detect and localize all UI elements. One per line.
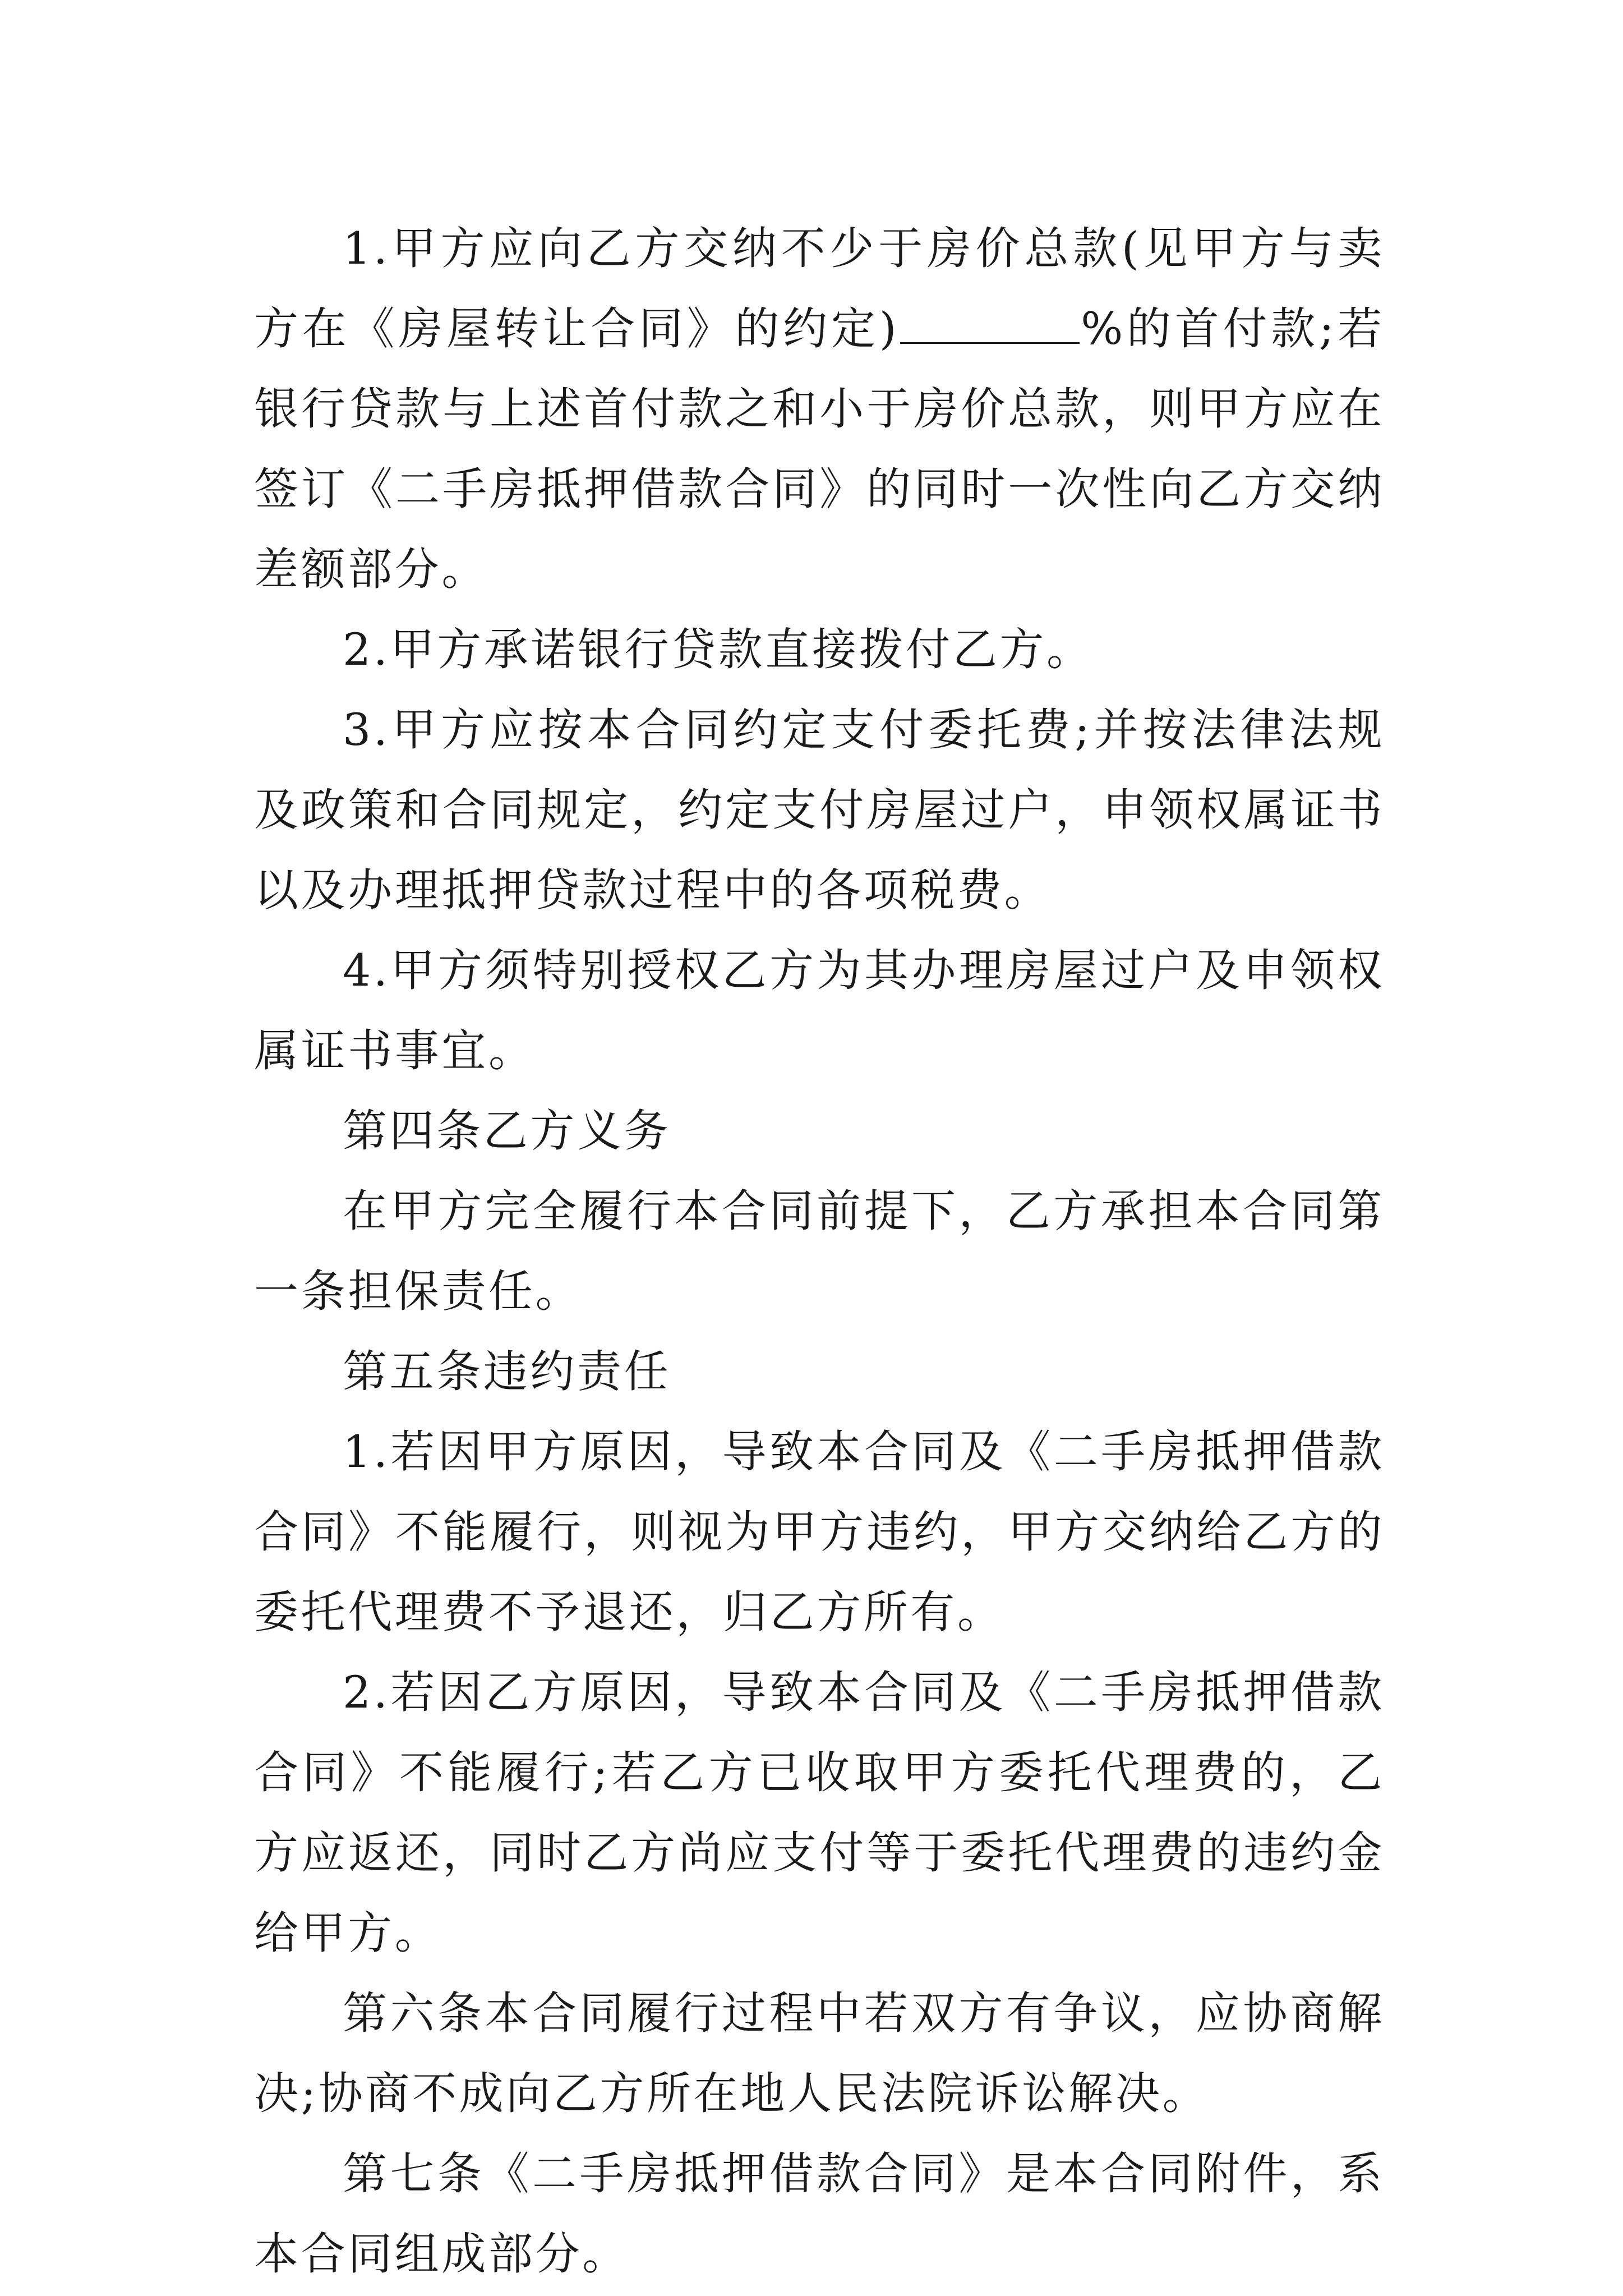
- paragraph-down-payment: [254, 209, 1385, 610]
- paragraph-bank-loan: 2.甲方承诺银行贷款直接拨付乙方。: [343, 624, 1094, 675]
- paragraph-article-6: 第六条本合同履行过程中若双方有争议，应协商解决;协商不成向乙方所在地人民法院诉讼解决。: [254, 1987, 1385, 2119]
- paragraph-authorization: 4.甲方须特别授权乙方为其办理房屋过户及申领权属证书事宜。: [254, 945, 1385, 1076]
- paragraph-fees: 3.甲方应按本合同约定支付委托费;并按法律法规及政策和合同规定，约定支付房屋过户，申领权属证书以及办理抵押贷款过程中的各项税费。: [254, 704, 1385, 916]
- down-payment-text-before: 1.甲方应向乙方交纳不少于房价总款(见甲方与卖方在《房屋转让合同》的约定): [254, 223, 1385, 355]
- down-payment-text-after: %的首付款;若银行贷款与上述首付款之和小于房价总款，则甲方应在签订《二手房抵押借款合同》的同时一次性向乙方交纳差额部分。: [254, 303, 1385, 595]
- down-payment-percent-blank[interactable]: [900, 300, 1080, 344]
- paragraph-guarantee: 在甲方完全履行本合同前提下，乙方承担本合同第一条担保责任。: [254, 1185, 1385, 1317]
- heading-article-5: 第五条违约责任: [343, 1346, 671, 1397]
- document-body: [254, 209, 1385, 2294]
- paragraph-party-a-breach: 1.若因甲方原因，导致本合同及《二手房抵押借款合同》不能履行，则视为甲方违约，甲方交纳给乙方的委托代理费不予退还，归乙方所有。: [254, 1426, 1385, 1638]
- paragraph-party-b-breach: 2.若因乙方原因，导致本合同及《二手房抵押借款合同》不能履行;若乙方已收取甲方委托代理费的，乙方应返还，同时乙方尚应支付等于委托代理费的违约金给甲方。: [254, 1667, 1385, 1959]
- heading-article-4: 第四条乙方义务: [343, 1105, 671, 1157]
- paragraph-article-7: 第七条《二手房抵押借款合同》是本合同附件，系本合同组成部分。: [254, 2148, 1385, 2280]
